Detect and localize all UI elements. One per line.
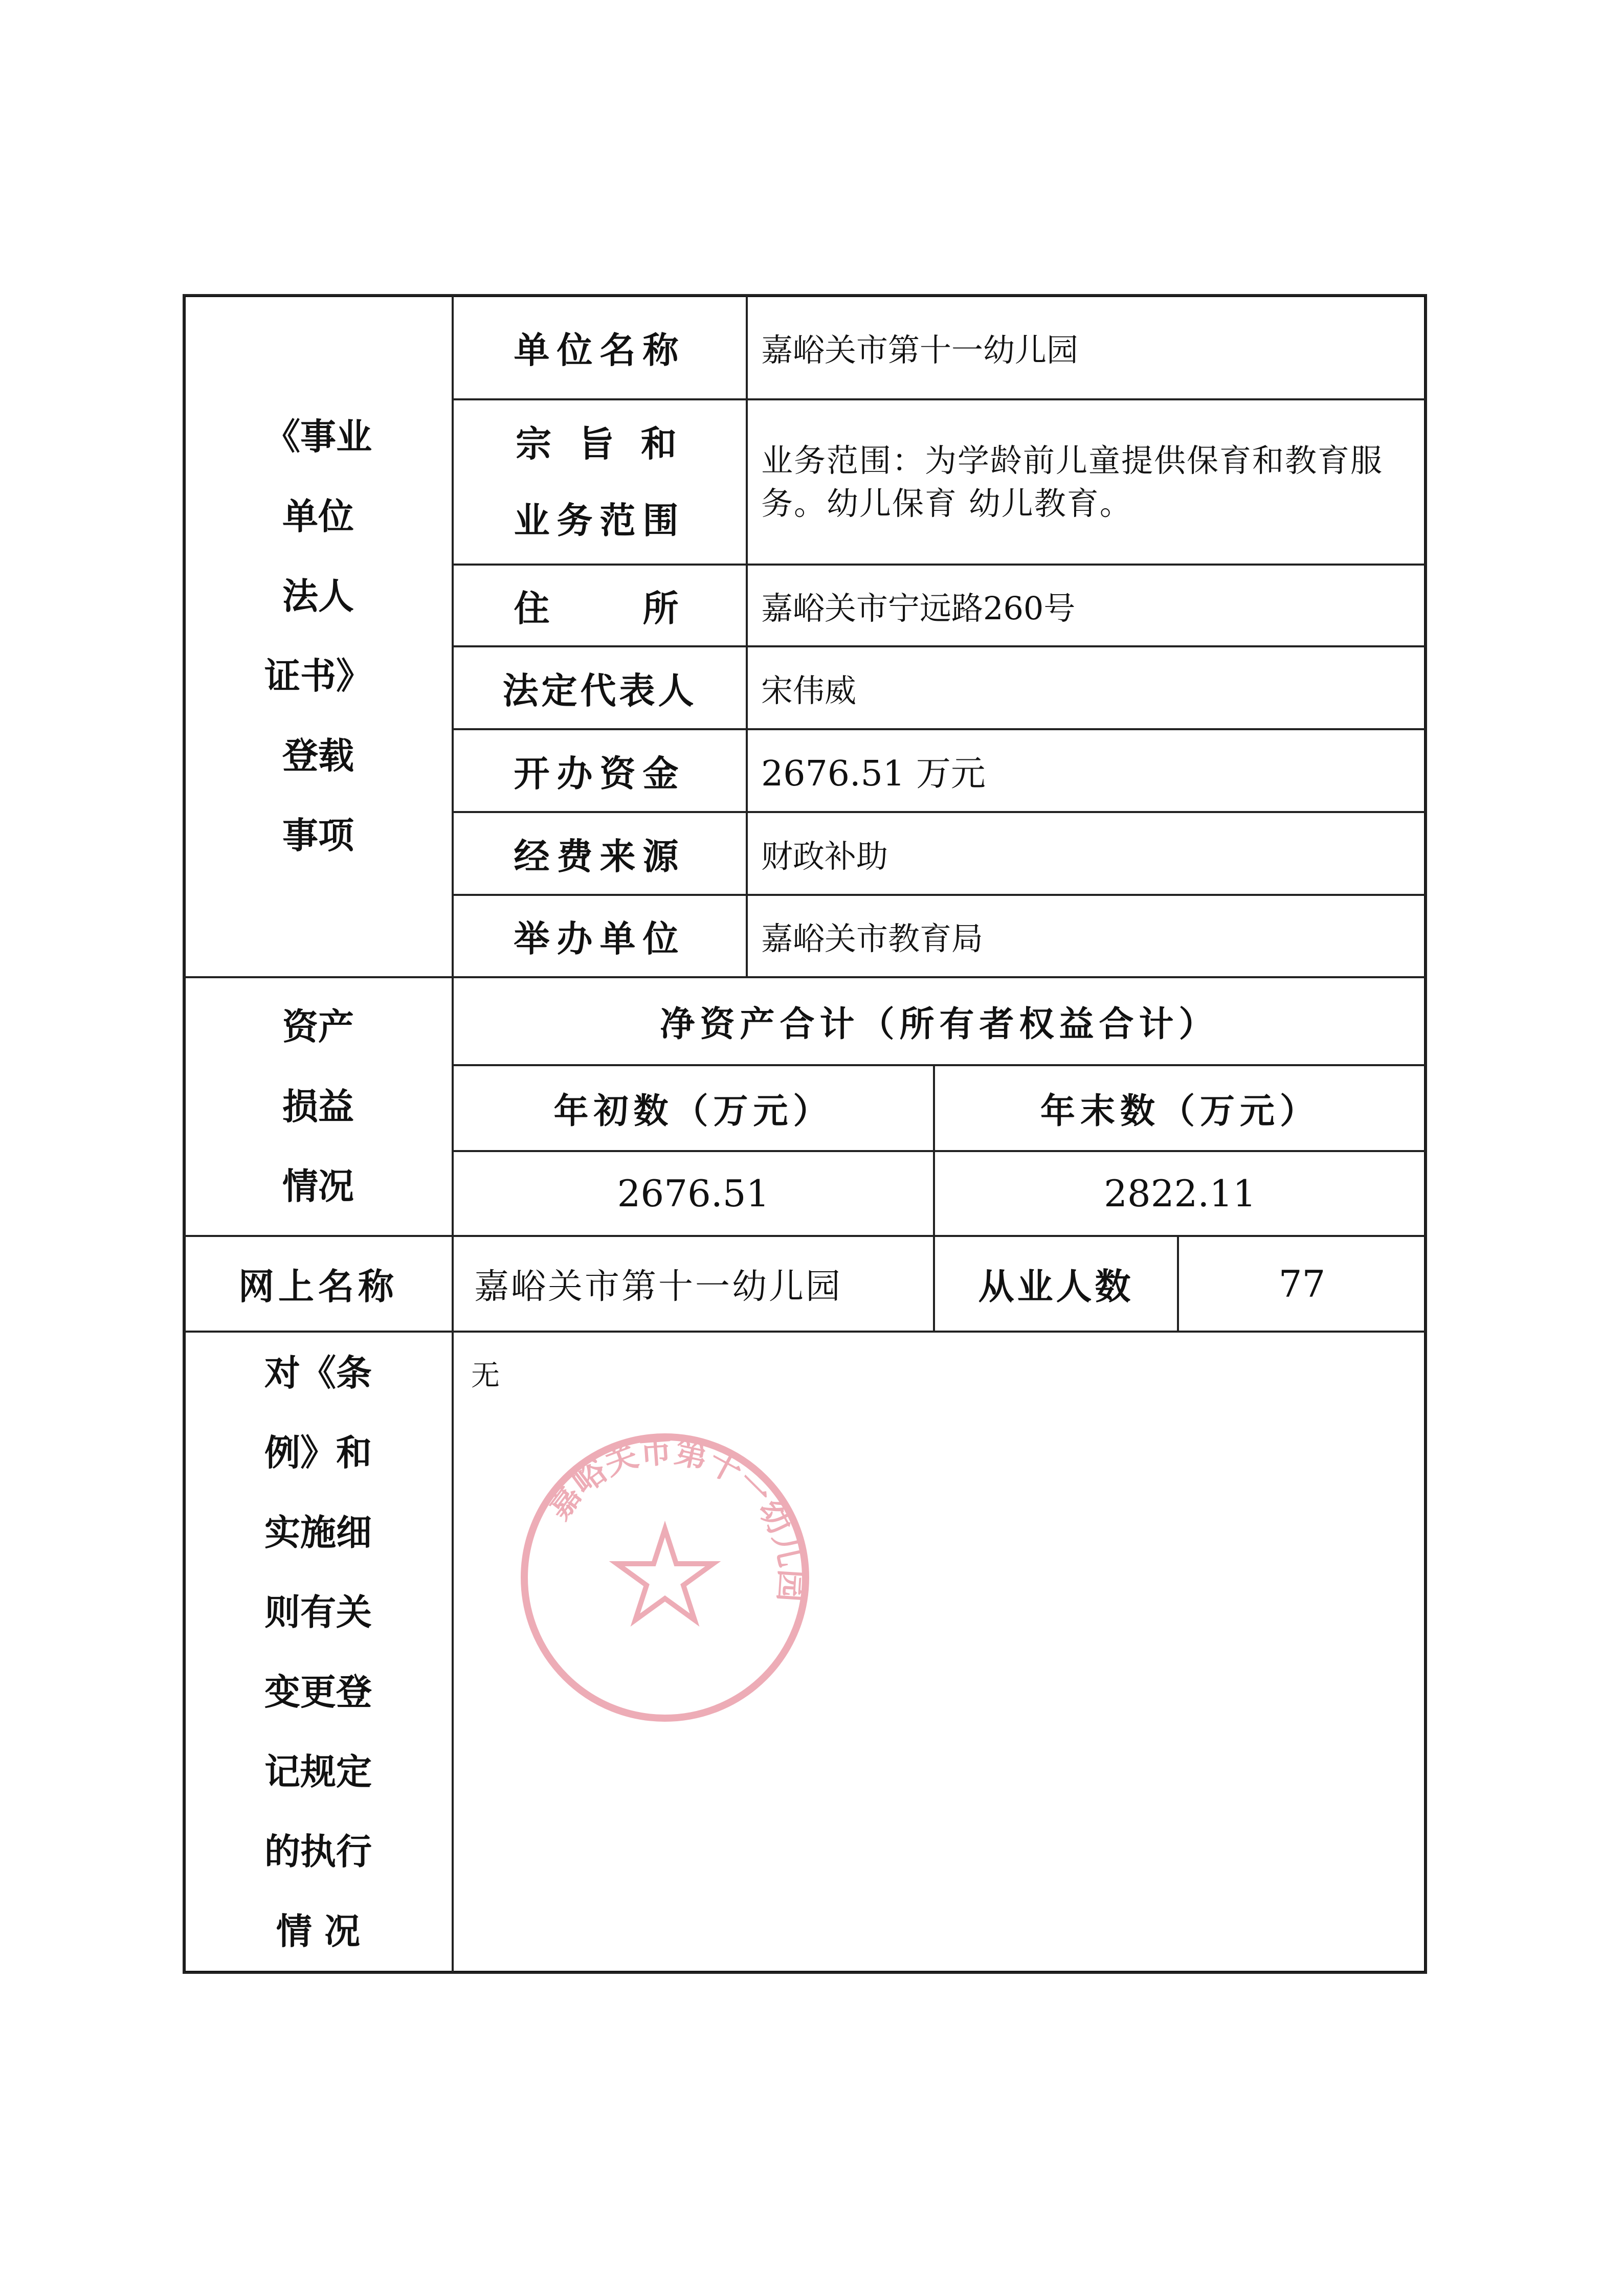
execution-heading-line: 记规定 <box>264 1750 372 1793</box>
end-label: 年末数（万元） <box>1040 1090 1320 1132</box>
staff-value-cell <box>1177 1235 1427 1333</box>
capital-value: 2676.51 万元 <box>761 753 986 794</box>
registration-heading-line: 单位 <box>282 495 354 537</box>
online-name-label: 网上名称 <box>238 1265 398 1308</box>
address-value: 嘉峪关市宁远路260号 <box>761 589 1076 627</box>
staff-label: 从业人数 <box>978 1265 1134 1308</box>
purpose-value: 业务范围：为学龄前儿童提供保育和教育服务。幼儿保育 幼儿教育。 <box>761 441 1384 522</box>
begin-value: 2676.51 <box>617 1172 770 1215</box>
execution-value: 无 <box>471 1359 500 1392</box>
unit-name-label: 单位名称 <box>514 328 686 371</box>
capital-label-cell <box>452 728 748 813</box>
address-label: 住 所 <box>514 587 686 629</box>
legal-rep-value-cell <box>746 645 1427 730</box>
begin-label-cell <box>452 1064 935 1152</box>
registration-heading-line: 法人 <box>282 575 354 617</box>
assets-heading-line: 损益 <box>282 1085 354 1128</box>
unit-name-value-cell <box>746 294 1427 400</box>
online-name-value-cell <box>452 1235 935 1333</box>
online-name-label-cell <box>183 1235 454 1333</box>
net-assets-header: 净资产合计（所有者权益合计） <box>660 1003 1219 1045</box>
sponsor-label-cell <box>452 894 748 978</box>
official-seal <box>514 1427 816 1728</box>
address-value-cell <box>746 564 1427 647</box>
purpose-label-line: 业务范围 <box>514 499 686 542</box>
funding-value-cell <box>746 811 1427 896</box>
funding-label-cell <box>452 811 748 896</box>
unit-name-label-cell <box>452 294 748 400</box>
capital-label: 开办资金 <box>514 752 686 795</box>
seal-text: 嘉峪关市第十一幼儿园 <box>539 1432 811 1604</box>
legal-rep-label: 法定代表人 <box>502 669 697 712</box>
staff-label-cell <box>933 1235 1179 1333</box>
online-name-value: 嘉峪关市第十一幼儿园 <box>474 1267 843 1307</box>
end-label-cell <box>933 1064 1427 1152</box>
funding-value: 财政补助 <box>761 837 888 875</box>
begin-label: 年初数（万元） <box>553 1090 833 1132</box>
assets-heading-line: 资产 <box>282 1005 354 1048</box>
purpose-value-cell <box>746 398 1427 566</box>
star-icon <box>617 1529 713 1620</box>
legal-rep-label-cell <box>452 645 748 730</box>
sponsor-value-cell <box>746 894 1427 978</box>
net-assets-header-cell <box>452 976 1427 1066</box>
execution-heading-line: 情 况 <box>276 1910 361 1952</box>
staff-value: 77 <box>1278 1262 1326 1305</box>
funding-label: 经费来源 <box>514 835 686 877</box>
end-value-cell <box>933 1150 1427 1237</box>
execution-heading <box>183 1331 454 1974</box>
end-value: 2822.11 <box>1104 1172 1256 1215</box>
purpose-label-cell <box>452 398 748 566</box>
purpose-label-line: 宗 旨 和 <box>516 422 684 465</box>
execution-heading-line: 例》和 <box>264 1431 372 1474</box>
assets-heading-line: 情况 <box>282 1165 354 1207</box>
execution-heading-line: 对《条 <box>264 1352 372 1394</box>
begin-value-cell <box>452 1150 935 1237</box>
registration-heading-line: 证书》 <box>264 655 372 697</box>
registration-heading-line: 《事业 <box>264 415 372 458</box>
sponsor-label: 举办单位 <box>514 917 686 960</box>
execution-heading-line: 则有关 <box>264 1591 372 1633</box>
legal-rep-value: 宋伟威 <box>761 671 857 709</box>
registration-heading-line: 登载 <box>282 734 354 777</box>
execution-heading-line: 的执行 <box>264 1830 372 1873</box>
unit-name-value: 嘉峪关市第十一幼儿园 <box>761 331 1079 369</box>
sponsor-value: 嘉峪关市教育局 <box>761 920 984 957</box>
registration-heading-line: 事项 <box>282 814 354 857</box>
execution-heading-line: 变更登 <box>264 1671 372 1713</box>
execution-heading-line: 实施细 <box>264 1511 372 1554</box>
registration-heading <box>183 294 454 978</box>
capital-value-cell <box>746 728 1427 813</box>
assets-heading <box>183 976 454 1237</box>
address-label-cell <box>452 564 748 647</box>
